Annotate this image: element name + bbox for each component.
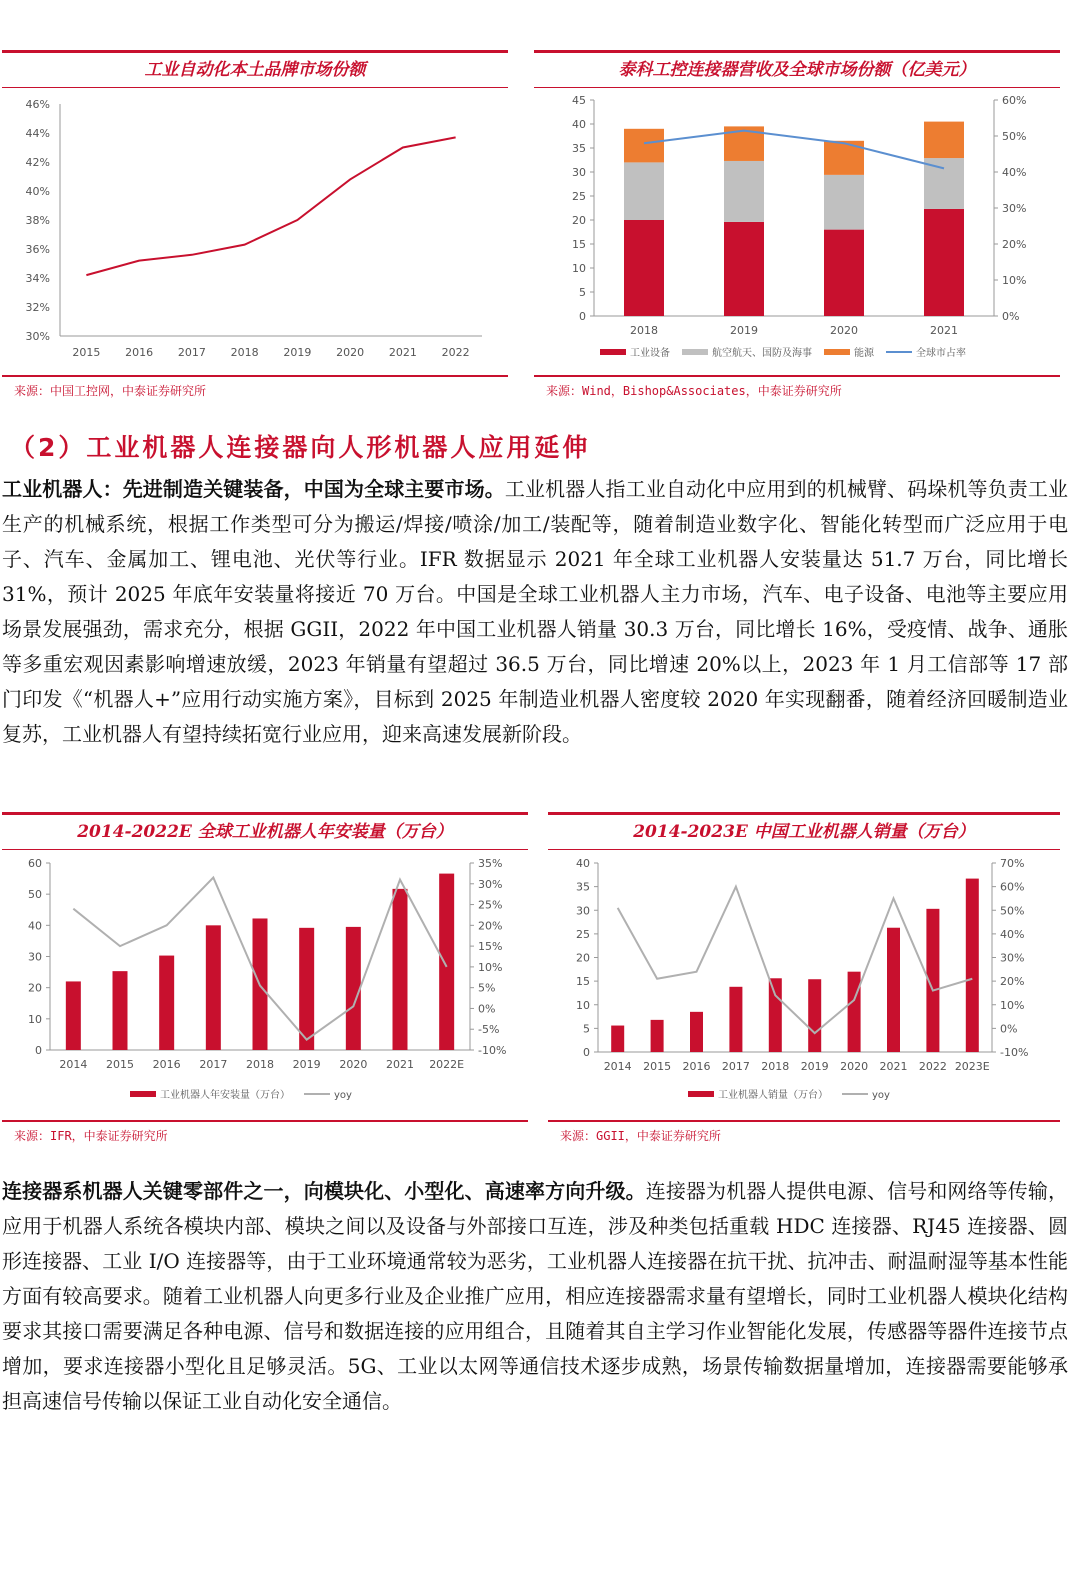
x-tick-label: 2017 xyxy=(177,346,206,359)
y-tick-label: 30% xyxy=(25,330,50,343)
y-tick-label: 35 xyxy=(572,142,586,155)
legend-swatch xyxy=(130,1091,156,1097)
y-tick-label: 36% xyxy=(25,243,50,256)
x-tick-label: 2019 xyxy=(292,1058,321,1071)
y2-tick-label: 50% xyxy=(1002,130,1027,143)
bar xyxy=(439,874,454,1050)
x-tick-label: 2015 xyxy=(643,1060,672,1073)
y-tick-label: 42% xyxy=(25,156,50,169)
chart-source: 来源：Wind，Bishop&Associates，中泰证券研究所 xyxy=(534,375,1060,405)
y-tick-label: 20 xyxy=(572,214,586,227)
legend-swatch xyxy=(682,349,708,355)
y2-tick-label: 40% xyxy=(1002,166,1027,179)
y2-tick-label: 70% xyxy=(1000,857,1025,870)
legend-swatch xyxy=(688,1091,714,1097)
section-title: （2）工业机器人连接器向人形机器人应用延伸 xyxy=(10,433,591,462)
x-tick-label: 2019 xyxy=(283,346,312,359)
y-tick-label: 0 xyxy=(579,310,586,323)
y-tick-label: 45 xyxy=(572,94,586,107)
bar xyxy=(924,122,964,158)
chart-title: 泰科工控连接器营收及全球市场份额（亿美元） xyxy=(534,50,1060,88)
x-tick-label: 2014 xyxy=(603,1060,632,1073)
bar xyxy=(624,162,664,220)
x-tick-label: 2021 xyxy=(386,1058,414,1071)
bar xyxy=(651,1020,664,1052)
bar xyxy=(393,889,408,1050)
bar-line-chart xyxy=(548,852,1060,1132)
y2-tick-label: 0% xyxy=(478,1002,496,1016)
bar xyxy=(66,981,81,1050)
bar xyxy=(887,928,900,1052)
para-lead: 工业机器人：先进制造关键装备，中国为全球主要市场。 xyxy=(2,477,505,501)
chart-title: 工业自动化本土品牌市场份额 xyxy=(2,50,508,88)
bar xyxy=(769,978,782,1052)
bar xyxy=(159,956,174,1050)
y-tick-label: 0 xyxy=(35,1044,42,1057)
bar xyxy=(690,1012,703,1052)
y-tick-label: 5 xyxy=(583,1022,590,1036)
bar xyxy=(724,161,764,222)
y2-tick-label: 15% xyxy=(478,940,503,954)
y-tick-label: 46% xyxy=(25,98,50,111)
x-tick-label: 2022 xyxy=(918,1060,947,1073)
y2-tick-label: -5% xyxy=(478,1023,500,1037)
legend-label: 航空航天、国防及海事 xyxy=(712,348,812,359)
x-tick-label: 2022E xyxy=(429,1058,465,1071)
y2-tick-label: 30% xyxy=(478,877,503,891)
bar xyxy=(924,209,964,316)
bar xyxy=(808,979,821,1052)
para-body: 连接器为机器人提供电源、信号和网络等传输，应用于机器人系统各模块内部、模块之间以及设备与外部接口互连，涉及种类包括重载 HDC 连接器、RJ45 连接器、圆形连接器、工业 I/O 连接器等，由于工业环境通常较为恶劣，工业机器人连接器在抗干扰、抗冲击、耐温耐湿等基本性能方面有较高要求。随着工业机器人向更多行业及企业推广应用，相应连接器需求量有望增长，同时工业机器人模块化结构要求其接口需要满足各种电源、信号和数据连接的应用组合，且随着其自主学习作业智能化发展，传感器等器件连接节点增加，要求连接器小型化且足够灵活。5G、工业以太网等通信技术逐步成熟，场景传输数据量增加，连接器需要能够承担高速信号传输以保证工业自动化安全通信。 xyxy=(2,1179,1069,1413)
chart-global-installs xyxy=(2,812,528,1150)
y-tick-label: 35 xyxy=(576,880,590,894)
x-tick-label: 2016 xyxy=(682,1060,711,1073)
bar xyxy=(824,175,864,230)
y-tick-label: 10 xyxy=(576,998,590,1012)
bar xyxy=(299,928,314,1050)
y2-tick-label: 40% xyxy=(1000,927,1025,941)
legend-label: 能源 xyxy=(854,348,874,359)
bar xyxy=(848,972,861,1052)
x-tick-label: 2022 xyxy=(441,346,470,359)
chart-title: 2014-2023E 中国工业机器人销量（万台） xyxy=(548,812,1060,850)
y2-tick-label: 35% xyxy=(478,857,503,870)
y-tick-label: 30 xyxy=(28,950,42,964)
y-tick-label: 40 xyxy=(572,118,586,131)
x-tick-label: 2020 xyxy=(339,1058,368,1071)
x-tick-label: 2021 xyxy=(879,1060,908,1073)
x-tick-label: 2017 xyxy=(721,1060,750,1073)
series-line xyxy=(86,137,455,275)
y2-tick-label: 5% xyxy=(478,981,496,995)
y-tick-label: 40 xyxy=(576,857,590,870)
y-tick-label: 15 xyxy=(572,238,586,251)
x-tick-label: 2019 xyxy=(730,324,758,337)
y2-tick-label: 0% xyxy=(1002,310,1020,323)
y2-tick-label: 0% xyxy=(1000,1022,1018,1036)
x-tick-label: 2018 xyxy=(630,324,658,337)
y-tick-label: 40% xyxy=(25,185,50,198)
y-tick-label: 44% xyxy=(25,127,50,140)
x-tick-label: 2018 xyxy=(246,1058,274,1071)
y-tick-label: 25 xyxy=(576,927,590,941)
bar xyxy=(611,1026,624,1052)
y-tick-label: 20 xyxy=(576,951,590,965)
x-tick-label: 2020 xyxy=(336,346,365,359)
x-tick-label: 2023E xyxy=(954,1060,990,1073)
yoy-line xyxy=(618,887,973,1033)
y2-tick-label: 30% xyxy=(1002,202,1027,215)
y-tick-label: 15 xyxy=(576,975,590,989)
chart-source: 来源：中国工控网，中泰证券研究所 xyxy=(2,375,508,405)
bar xyxy=(966,879,979,1052)
bar xyxy=(113,971,128,1050)
y2-tick-label: 25% xyxy=(478,898,503,912)
bar xyxy=(724,222,764,316)
y2-tick-label: -10% xyxy=(1000,1046,1029,1059)
y2-tick-label: 20% xyxy=(1000,975,1025,989)
line-chart xyxy=(2,90,508,390)
y2-tick-label: 10% xyxy=(1000,998,1025,1012)
chart-title: 2014-2022E 全球工业机器人年安装量（万台） xyxy=(2,812,528,850)
y2-tick-label: 60% xyxy=(1000,880,1025,894)
x-tick-label: 2015 xyxy=(72,346,101,359)
bar xyxy=(206,925,221,1050)
bar-line-chart xyxy=(2,852,528,1132)
x-tick-label: 2019 xyxy=(800,1060,829,1073)
para-body: 工业机器人指工业自动化中应用到的机械臂、码垛机等负责工业生产的机械系统，根据工作类型可分为搬运/焊接/喷涂/加工/装配等，随着制造业数字化、智能化转型而广泛应用于电子、汽车、金属加工、锂电池、光伏等行业。IFR 数据显示 2021 年全球工业机器人安装量达 51.7 万台，同比增长 31%，预计 2025 年底年安装量将接近 70 万台。中国是全球工业机器人主力市场，汽车、电子设备、电池等主要应用场景发展强劲，需求充分，根据 GGII，2022 年中国工业机器人销量 30.3 万台，同比增长 16%，受疫情、战争、通胀等多重宏观因素影响增速放缓，2023 年销量有望超过 36.5 万台，同比增速 20%以上，2023 年 1 月工信部等 17 部门印发《“机器人+”应用行动实施方案》，目标到 2025 年制造业机器人密度较 2020 年实现翻番，随着经济回暖制造业复苏，工业机器人有望持续拓宽行业应用，迎来高速发展新阶段。 xyxy=(2,477,1069,746)
y-tick-label: 40 xyxy=(28,919,42,933)
bar xyxy=(729,987,742,1052)
y-tick-label: 60 xyxy=(28,857,42,870)
x-tick-label: 2014 xyxy=(59,1058,88,1071)
y2-tick-label: 20% xyxy=(478,919,503,933)
chart-te-connector xyxy=(534,50,1060,405)
legend-label: yoy xyxy=(334,1090,352,1101)
legend-label: 工业设备 xyxy=(630,348,670,359)
para-lead: 连接器系机器人关键零部件之一，向模块化、小型化、高速率方向升级。 xyxy=(2,1179,646,1203)
bar xyxy=(346,927,361,1050)
legend-label: yoy xyxy=(872,1090,890,1101)
chart-domestic-share xyxy=(2,50,508,405)
y-tick-label: 0 xyxy=(583,1046,590,1059)
legend-label: 工业机器人年安装量（万台） xyxy=(160,1090,290,1101)
chart-china-sales xyxy=(548,812,1060,1150)
x-tick-label: 2018 xyxy=(230,346,259,359)
x-tick-label: 2016 xyxy=(125,346,154,359)
bar xyxy=(624,220,664,316)
y-tick-label: 5 xyxy=(579,286,586,299)
y2-tick-label: 30% xyxy=(1000,951,1025,965)
bar xyxy=(824,230,864,316)
x-tick-label: 2021 xyxy=(388,346,417,359)
x-tick-label: 2017 xyxy=(199,1058,228,1071)
y-tick-label: 10 xyxy=(28,1012,42,1026)
paragraph-industrial-robot xyxy=(2,472,1068,752)
yoy-line xyxy=(644,131,944,169)
y2-tick-label: 50% xyxy=(1000,904,1025,918)
y-tick-label: 32% xyxy=(25,301,50,314)
legend-label: 工业机器人销量（万台） xyxy=(718,1090,828,1101)
x-tick-label: 2020 xyxy=(830,324,858,337)
x-tick-label: 2020 xyxy=(840,1060,869,1073)
bar xyxy=(624,129,664,163)
chart-source: 来源：IFR，中泰证券研究所 xyxy=(2,1120,528,1150)
y2-tick-label: 10% xyxy=(478,960,503,974)
y2-tick-label: 20% xyxy=(1002,238,1027,251)
paragraph-connector xyxy=(2,1174,1068,1419)
stacked-bar-chart xyxy=(534,90,1060,380)
y-tick-label: 30 xyxy=(572,166,586,179)
legend-label: 全球市占率 xyxy=(916,348,966,359)
x-tick-label: 2015 xyxy=(106,1058,134,1071)
y-tick-label: 25 xyxy=(572,190,586,203)
chart-source: 来源：GGII，中泰证券研究所 xyxy=(548,1120,1060,1150)
y-tick-label: 30 xyxy=(576,904,590,918)
x-tick-label: 2018 xyxy=(761,1060,790,1073)
y-tick-label: 38% xyxy=(25,214,50,227)
y2-tick-label: 10% xyxy=(1002,274,1027,287)
y2-tick-label: 60% xyxy=(1002,94,1027,107)
x-tick-label: 2016 xyxy=(152,1058,181,1071)
y2-tick-label: -10% xyxy=(478,1044,507,1057)
y-tick-label: 34% xyxy=(25,272,50,285)
x-tick-label: 2021 xyxy=(930,324,958,337)
y-tick-label: 50 xyxy=(28,888,42,902)
legend-swatch xyxy=(600,349,626,355)
y-tick-label: 10 xyxy=(572,262,586,275)
legend-swatch xyxy=(824,349,850,355)
y-tick-label: 20 xyxy=(28,981,42,995)
